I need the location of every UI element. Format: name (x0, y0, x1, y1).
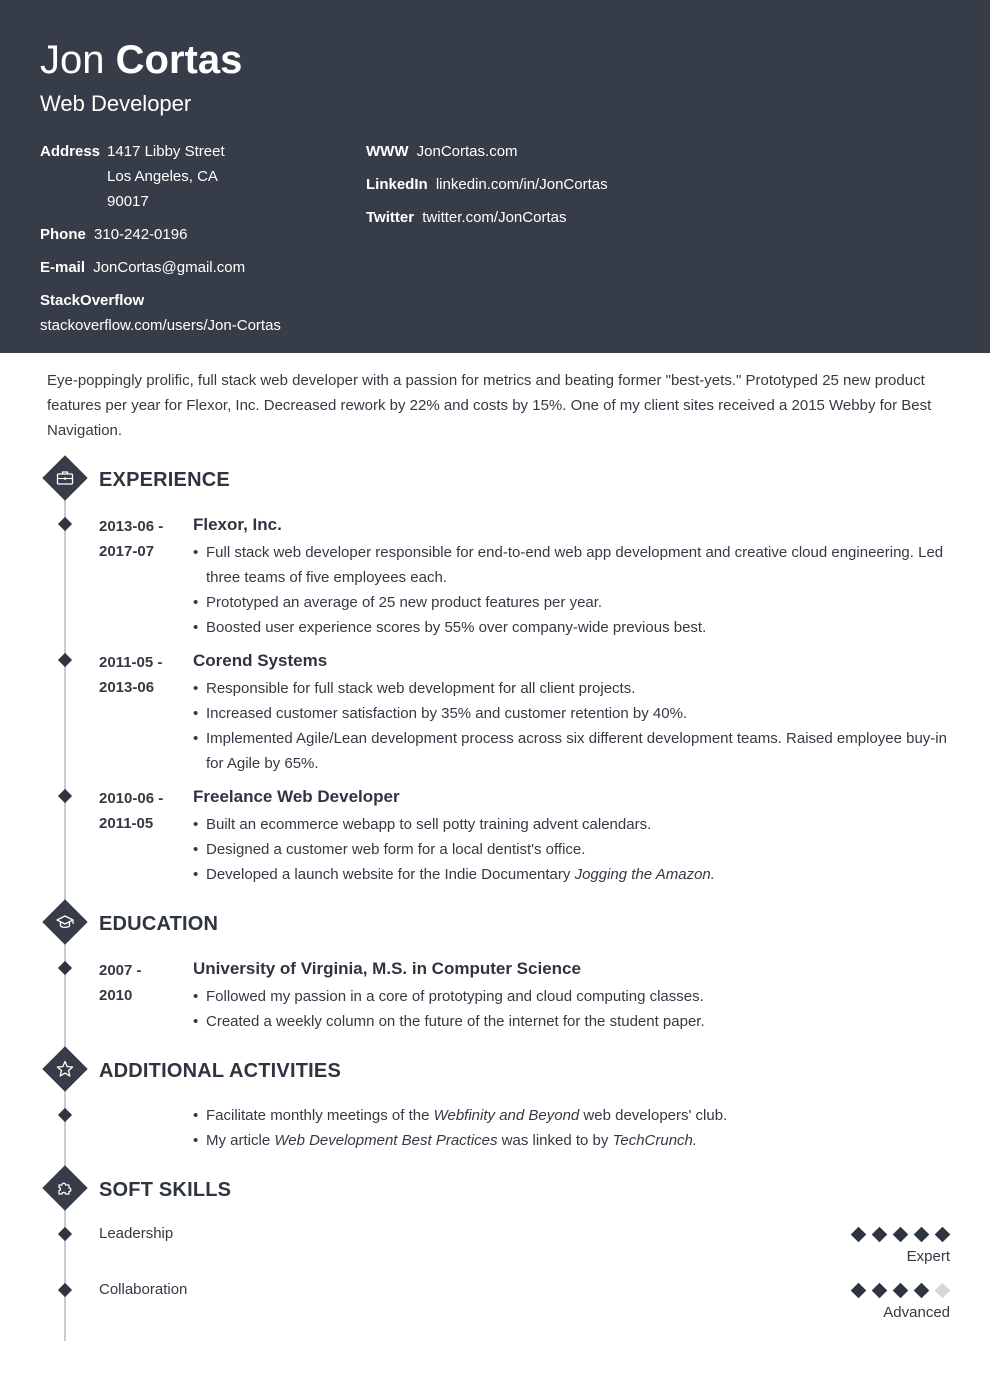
activities-bullets (193, 1103, 953, 1153)
bullet-item: • Full stack web developer responsible for end-to-end web app development and creative cloud engineering. Led three teams of five employees each. (193, 540, 953, 590)
puzzle-icon (55, 1178, 75, 1198)
skill-name: Leadership (99, 1225, 174, 1242)
contact-twitter (366, 205, 566, 230)
linkedin-label: LinkedIn (366, 176, 428, 193)
rating-diamond-filled (851, 1227, 867, 1243)
experience-section-badge (42, 455, 87, 500)
rating-diamond-filled (893, 1227, 909, 1243)
briefcase-icon (55, 468, 75, 488)
job-employer: Corend Systems (193, 651, 328, 670)
publication-name: TechCrunch. (612, 1132, 698, 1149)
timeline-dot (58, 1227, 72, 1241)
job-bullets (193, 812, 953, 887)
www-value[interactable]: JonCortas.com (416, 143, 518, 160)
www-label: WWW (366, 143, 409, 160)
contact-phone (40, 222, 187, 247)
date-end: 2010 (99, 987, 133, 1004)
timeline-dot (58, 961, 72, 975)
email-value[interactable]: JonCortas@gmail.com (93, 259, 246, 276)
skill-level: Expert (906, 1248, 950, 1265)
address-value (107, 139, 225, 214)
rating-diamond-filled (851, 1283, 867, 1299)
bullet-text: Developed a launch website for the Indie Documentary (206, 866, 575, 883)
date-start: 2007 - (99, 962, 142, 979)
job-employer: Flexor, Inc. (193, 515, 282, 534)
documentary-title: Jogging the Amazon. (574, 866, 715, 883)
activities-section-badge (42, 1046, 87, 1091)
profile-summary: Eye-poppingly prolific, full stack web developer with a passion for metrics and beating former "best-yets." Prototyped 25 new product features per year for Flexor, Inc. Decreased rework by 22% and costs by 15%. One of my client sites received a 2015 Webby for Best Navigation. (47, 372, 932, 439)
candidate-name (40, 36, 242, 84)
date-start: 2013-06 - (99, 518, 164, 535)
bullet-item: • Responsible for full stack web development for all client projects. (193, 676, 953, 701)
address-line-3: 90017 (107, 193, 149, 210)
skill-rating (851, 1283, 950, 1298)
stackoverflow-value[interactable]: stackoverflow.com/users/Jon-Cortas (40, 317, 281, 334)
address-line-2: Los Angeles, CA (107, 168, 218, 185)
email-label: E-mail (40, 259, 86, 276)
experience-heading: EXPERIENCE (99, 469, 230, 491)
activities-heading: ADDITIONAL ACTIVITIES (99, 1060, 341, 1082)
education-bullets (193, 984, 953, 1034)
date-end: 2013-06 (99, 679, 155, 696)
education-section-badge (42, 899, 87, 944)
rating-diamond-filled (872, 1227, 888, 1243)
job-dates (99, 514, 179, 564)
rating-diamond-filled (893, 1283, 909, 1299)
bullet-item: • Implemented Agile/Lean development process across six different development teams. Raised employee buy-in for Agile by 65%. (193, 726, 953, 776)
education-dates (99, 958, 179, 1008)
date-end: 2017-07 (99, 543, 155, 560)
bullet-item: • Increased customer satisfaction by 35% and customer retention by 40%. (193, 701, 953, 726)
job-bullets (193, 540, 953, 640)
job-dates (99, 786, 179, 836)
bullet-item: • Followed my passion in a core of prototyping and cloud computing classes. (193, 984, 953, 1009)
rating-diamond-empty (935, 1283, 951, 1299)
bullet-item: • Designed a customer web form for a local dentist's office. (193, 837, 953, 862)
timeline-dot (58, 1108, 72, 1122)
bullet-text: Facilitate monthly meetings of the (206, 1107, 434, 1124)
skill-rating (851, 1227, 950, 1242)
star-icon (55, 1059, 75, 1079)
twitter-label: Twitter (366, 209, 415, 226)
rating-diamond-filled (914, 1227, 930, 1243)
stackoverflow-label: StackOverflow (40, 292, 145, 309)
bullet-item: • Boosted user experience scores by 55% over company-wide previous best. (193, 615, 953, 640)
skills-heading: SOFT SKILLS (99, 1179, 232, 1201)
skill-name: Collaboration (99, 1281, 188, 1298)
skill-level: Advanced (883, 1304, 950, 1321)
phone-value: 310-242-0196 (94, 226, 188, 243)
date-end: 2011-05 (99, 815, 154, 832)
bullet-text: was linked to by (497, 1132, 613, 1149)
bullet-item: • Prototyped an average of 25 new product features per year. (193, 590, 953, 615)
timeline-dot (58, 517, 72, 531)
address-label: Address (40, 143, 101, 160)
job-employer: Freelance Web Developer (193, 787, 400, 806)
contact-email (40, 255, 245, 280)
resume-header (0, 0, 990, 353)
rating-diamond-filled (872, 1283, 888, 1299)
job-bullets (193, 676, 953, 776)
job-dates (99, 650, 179, 700)
bullet-item (193, 1103, 953, 1128)
last-name: Cortas (115, 38, 243, 82)
rating-diamond-filled (935, 1227, 951, 1243)
timeline-dot (58, 653, 72, 667)
bullet-item: • Built an ecommerce webapp to sell potty training advent calendars. (193, 812, 953, 837)
job-title: Web Developer (40, 91, 192, 116)
bullet-item: • Created a weekly column on the future of the internet for the student paper. (193, 1009, 953, 1034)
club-name: Webfinity and Beyond (433, 1107, 580, 1124)
phone-label: Phone (40, 226, 86, 243)
contact-www (366, 139, 518, 164)
first-name: Jon (40, 38, 105, 82)
date-start: 2010-06 - (99, 790, 164, 807)
skills-section-badge (42, 1165, 87, 1210)
linkedin-value[interactable]: linkedin.com/in/JonCortas (435, 176, 608, 193)
contact-linkedin (366, 172, 608, 197)
date-start: 2011-05 - (99, 654, 163, 671)
article-title: Web Development Best Practices (274, 1132, 498, 1149)
bullet-item (193, 1128, 953, 1153)
rating-diamond-filled (914, 1283, 930, 1299)
twitter-value[interactable]: twitter.com/JonCortas (422, 209, 567, 226)
graduation-cap-icon (55, 912, 75, 932)
education-school: University of Virginia, M.S. in Computer Science (193, 959, 581, 978)
contact-stackoverflow (40, 288, 281, 338)
bullet-text: My article (206, 1132, 275, 1149)
bullet-text: web developers' club. (579, 1107, 728, 1124)
timeline-dot (58, 789, 72, 803)
address-line-1: 1417 Libby Street (107, 143, 225, 160)
bullet-item (193, 862, 953, 887)
timeline-dot (58, 1283, 72, 1297)
contact-address (40, 139, 225, 214)
education-heading: EDUCATION (99, 913, 219, 935)
